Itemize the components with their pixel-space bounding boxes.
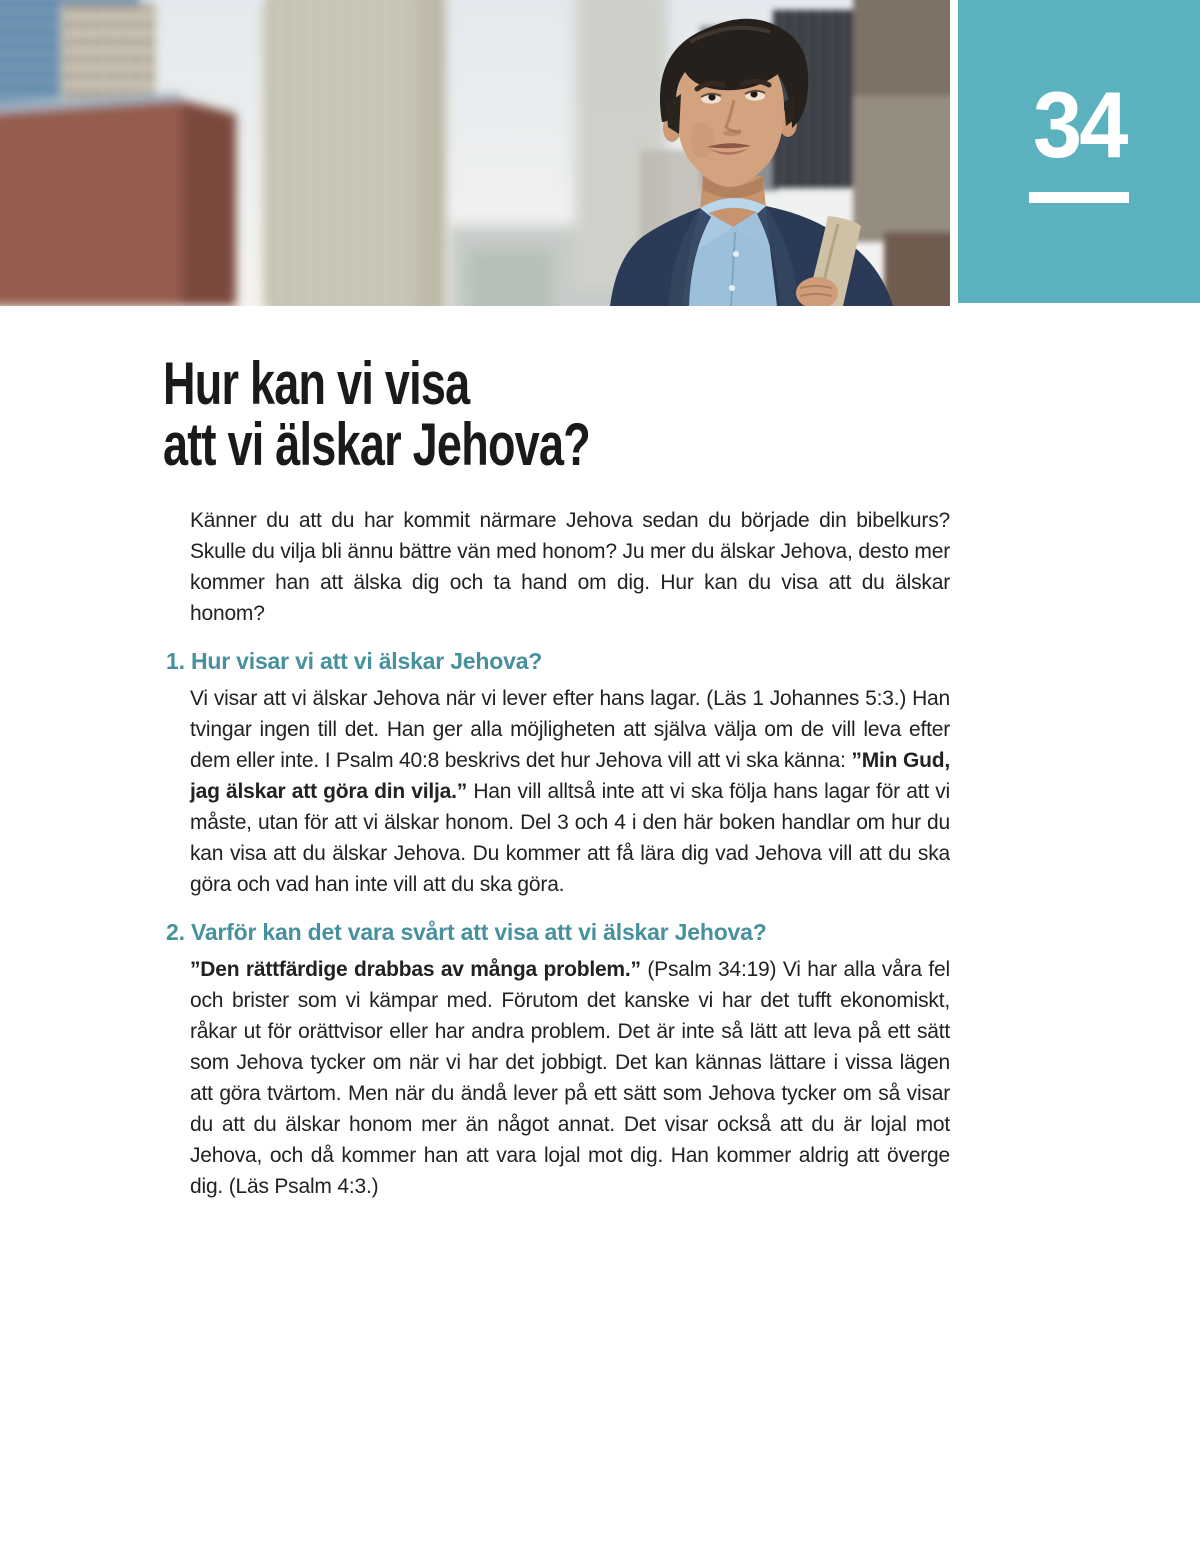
article (0, 306, 1200, 1202)
header (0, 0, 1200, 306)
lesson-number: 34 (1032, 72, 1126, 177)
page-title-line-2: att vi älskar Jehova? (163, 411, 590, 478)
section-1-paragraph: Vi visar att vi älskar Jehova när vi lever efter hans lagar. (Läs 1 Johannes 5:3.) Han tvingar ingen till det. Han ger alla möjligheten att själva välja om de vill leva efter dem eller inte. I Psalm 40:8 beskrivs det hur Jehova vill att vi ska känna: ”Min Gud, jag älskar att göra din vilja.” Han vill alltså inte att vi ska följa hans lagar för att vi måste, utan för att vi älskar honom. Del 3 och 4 i den här boken handlar om hur du kan visa att du älskar Jehova. Du kommer att få lära dig vad Jehova vill att du ska göra och vad han inte vill att du ska göra. (190, 687, 950, 896)
section-2-heading: 2. Varför kan det vara svårt att visa att vi älskar Jehova? (166, 919, 767, 945)
section-1 (0, 647, 1200, 900)
lesson-number-underline (1029, 192, 1129, 203)
page-title-line-1: Hur kan vi visa (163, 350, 470, 417)
section-1-heading: 1. Hur visar vi att vi älskar Jehova? (166, 648, 543, 674)
intro-paragraph: Känner du att du har kommit närmare Jehova sedan du började din bibelkurs? Skulle du vilja bli ännu bättre vän med honom? Ju mer du älskar Jehova, desto mer kommer han att älska dig och ta hand om dig. Hur kan du visa att du älskar honom? (190, 509, 950, 625)
page-title (163, 350, 941, 478)
section-2 (0, 918, 1200, 1202)
lesson-number-badge (958, 0, 1200, 303)
section-2-paragraph: ”Den rättfärdige drabbas av många problem.” (Psalm 34:19) Vi har alla våra fel och brister som vi kämpar med. Förutom det kanske vi har det tufft ekonomiskt, råkar ut för orättvisor eller har andra problem. Det är inte så lätt att leva på ett sätt som Jehova tycker om när vi har det jobbigt. Det kan kännas lättare i vissa lägen att göra tvärtom. Men när du ändå lever på ett sätt som Jehova tycker om så visar du att du älskar honom mer än något annat. Det visar också att du är lojal mot Jehova, och då kommer han att vara lojal mot dig. Han kommer aldrig att överge dig. (Läs Psalm 4:3.) (190, 958, 950, 1198)
header-photo (0, 0, 950, 306)
